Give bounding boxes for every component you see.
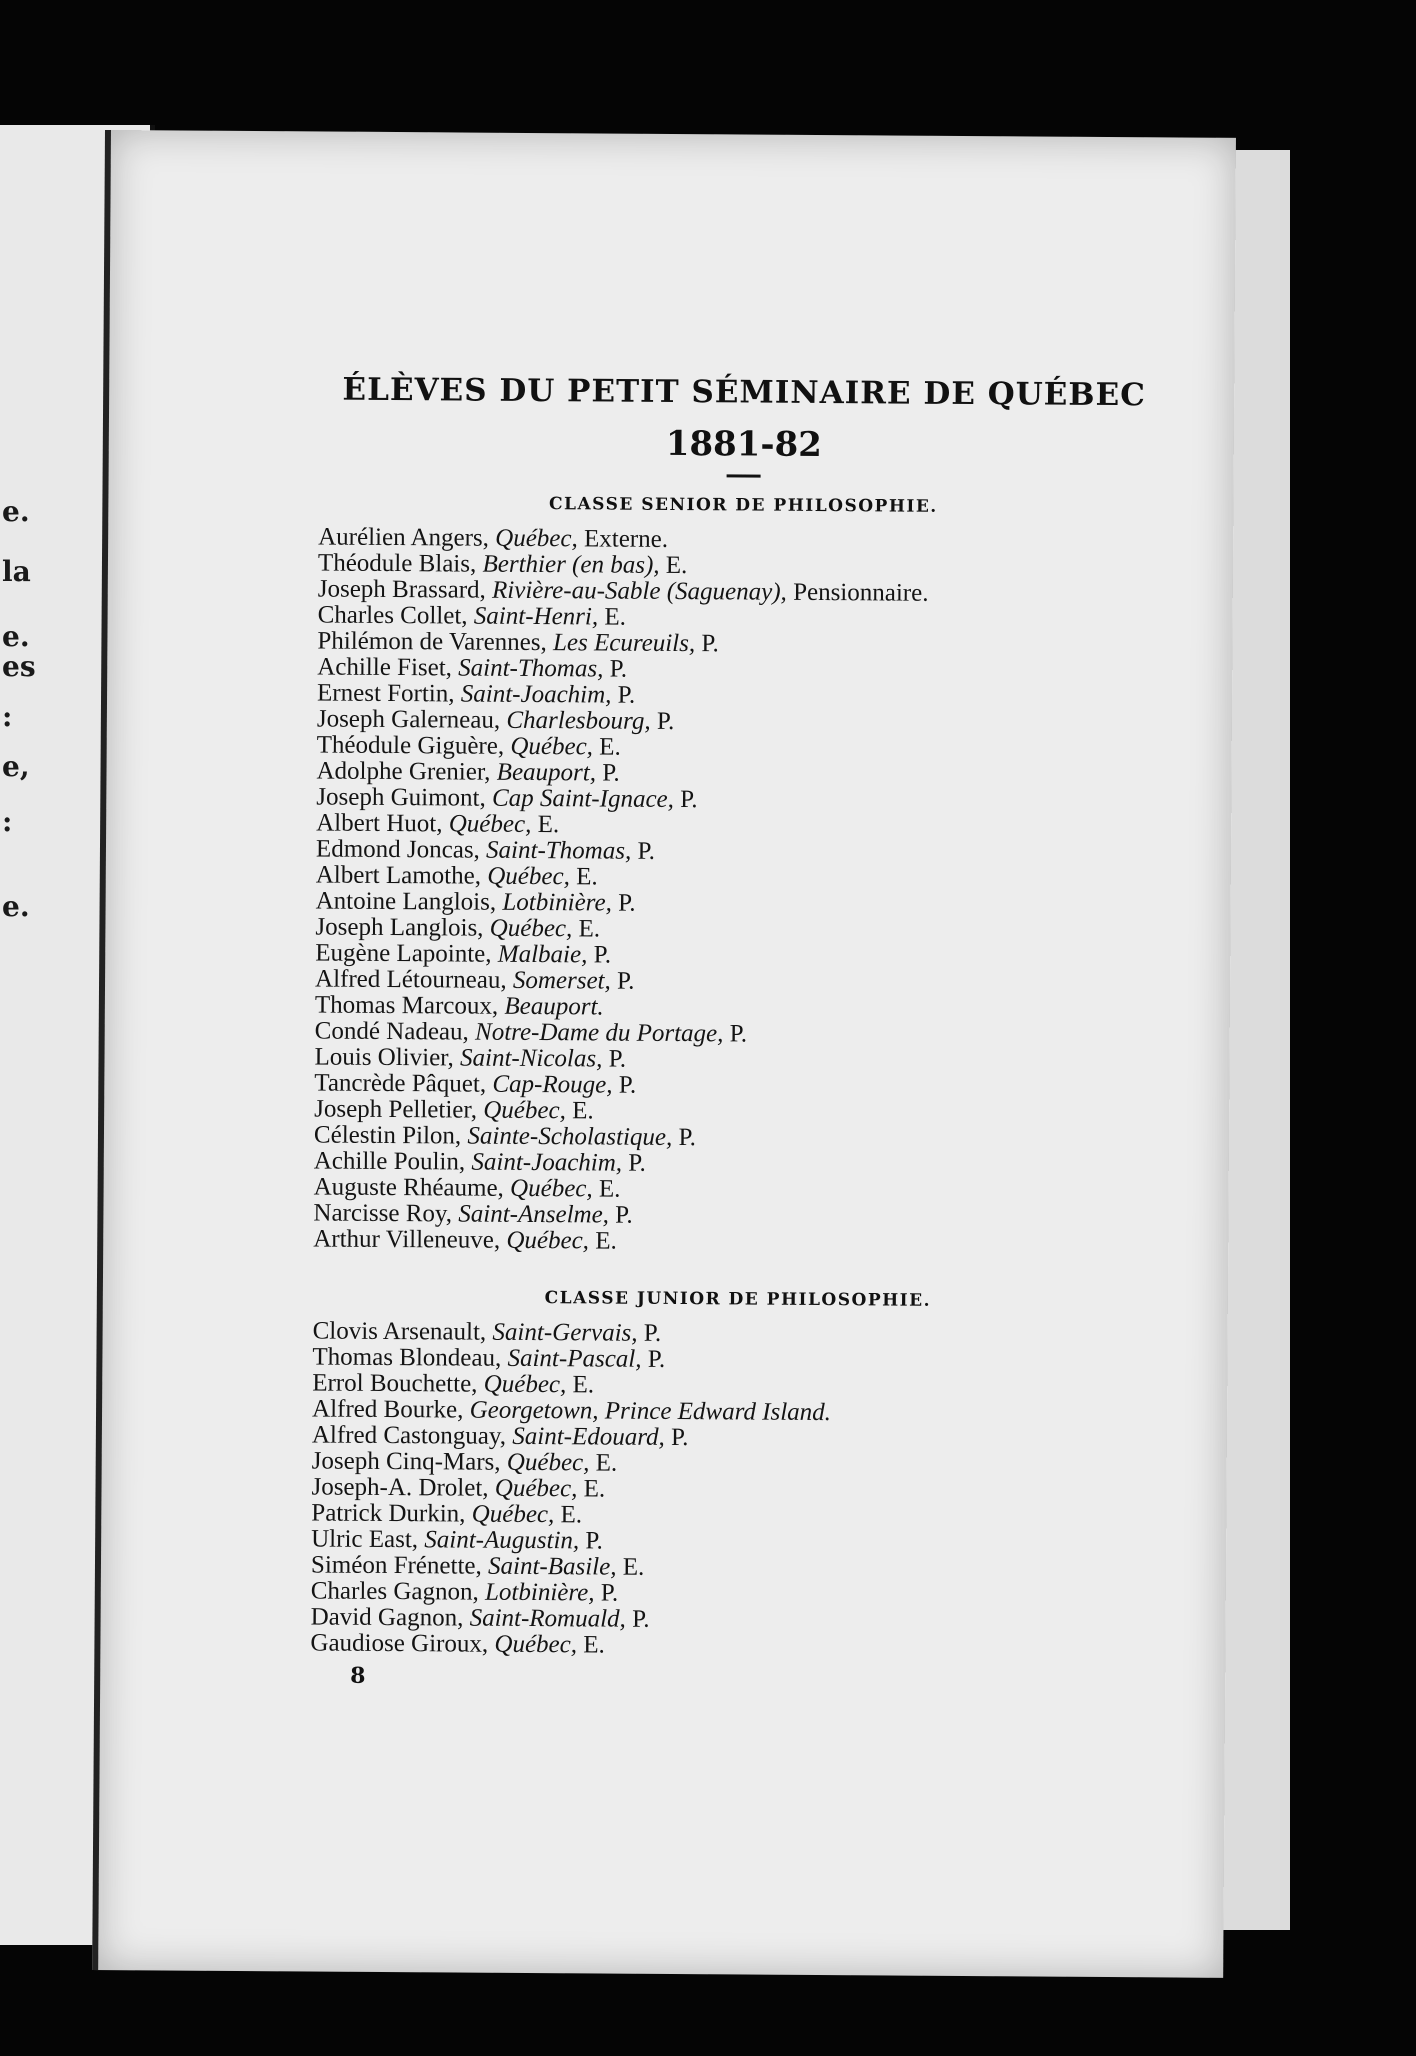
student-name: Narcisse Roy, (313, 1199, 453, 1228)
student-status: E. (598, 1175, 621, 1203)
student-hometown: Saint-Romuald, (469, 1604, 626, 1633)
student-name: Adolphe Grenier, (316, 757, 491, 786)
student-hometown: Québec, (489, 914, 573, 943)
student-status: P. (701, 630, 719, 658)
student-hometown: Les Ecureuils, (552, 629, 696, 658)
student-name: Patrick Durkin, (311, 1499, 466, 1528)
student-hometown: Québec, (495, 524, 578, 553)
student-name: Philémon de Varennes, (317, 627, 547, 657)
student-hometown: Georgetown, Prince Edward Island. (469, 1396, 832, 1427)
student-name: Alfred Bourke, (311, 1395, 464, 1424)
page-title: ÉLÈVES DU PETIT SÉMINAIRE DE QUÉBEC (342, 371, 1146, 414)
student-name: Clovis Arsenault, (312, 1317, 487, 1346)
student-status: Externe. (583, 525, 669, 553)
left-page-fragment: e, (2, 750, 30, 783)
student-hometown: Québec, (483, 1370, 567, 1399)
school-year: 1881-82 (665, 423, 822, 466)
student-name: Thomas Blondeau, (312, 1343, 502, 1372)
student-hometown: Notre-Dame du Portage, (474, 1018, 724, 1048)
student-name: Thomas Marcoux, (314, 991, 499, 1020)
student-hometown: Saint-Edouard, (512, 1422, 665, 1451)
student-status: E. (665, 551, 688, 580)
student-status: E. (583, 1475, 606, 1503)
student-name: Alfred Létourneau, (314, 965, 507, 994)
student-hometown: Québec, (483, 1096, 566, 1125)
student-hometown: Saint-Henri, (473, 602, 599, 631)
student-hometown: Charlesbourg, (506, 706, 651, 735)
student-hometown: Saint-Basile, (487, 1552, 617, 1581)
student-hometown: Malbaie, (497, 940, 588, 969)
student-status: P. (585, 1527, 603, 1555)
student-name: Ulric East, (311, 1525, 419, 1554)
student-hometown: Cap-Rouge, (492, 1070, 613, 1099)
student-name: Louis Olivier, (314, 1043, 454, 1072)
student-hometown: Saint-Augustin, (424, 1526, 580, 1555)
student-status: P. (600, 1579, 619, 1607)
student-name: David Gagnon, (310, 1603, 464, 1632)
student-hometown: Saint-Gervais, (492, 1318, 638, 1347)
student-name: Achille Poulin, (313, 1147, 466, 1176)
left-page-fragment: : (2, 805, 13, 838)
student-name: Joseph Cinq-Mars, (311, 1447, 501, 1476)
student-name: Aurélien Angers, (318, 523, 490, 552)
student-hometown: Saint-Nicolas, (459, 1044, 603, 1073)
student-name: Siméon Frénette, (310, 1551, 482, 1580)
student-status: P. (609, 655, 628, 683)
left-page-fragment: e. (2, 890, 30, 923)
student-hometown: Québec, (506, 1226, 590, 1255)
student-hometown: Saint-Pascal, (507, 1344, 642, 1373)
student-status: E. (604, 603, 627, 631)
student-name: Ernest Fortin, (316, 679, 455, 708)
book-page (92, 130, 1236, 1978)
student-name: Albert Lamothe, (315, 861, 482, 890)
junior-student-list (310, 1318, 1162, 1662)
student-status: P. (602, 759, 620, 787)
student-name: Célestin Pilon, (313, 1121, 462, 1150)
left-page-fragment: la (2, 555, 31, 588)
student-name: Théodule Blais, (317, 549, 477, 578)
student-hometown: Québec, (471, 1500, 555, 1529)
student-status: E. (583, 1631, 605, 1659)
student-status: P. (593, 941, 612, 969)
student-name: Joseph Pelletier, (314, 1095, 478, 1124)
student-status: P. (680, 786, 698, 814)
student-hometown: Saint-Joachim, (471, 1148, 623, 1177)
student-status: E. (537, 811, 560, 839)
student-status: P. (615, 1201, 633, 1229)
student-name: Charles Gagnon, (310, 1577, 479, 1606)
left-page-fragment: e. (2, 495, 30, 528)
student-status: E. (576, 863, 598, 891)
left-page-fragment: e. (2, 620, 30, 653)
student-status: P. (628, 1149, 646, 1177)
student-status: P. (616, 967, 635, 995)
student-status: P. (671, 1423, 689, 1452)
student-name: Auguste Rhéaume, (313, 1173, 504, 1202)
student-status: P. (617, 681, 636, 709)
student-hometown: Berthier (en bas), (482, 550, 660, 579)
student-status: P. (618, 889, 636, 917)
student-hometown: Québec, (487, 862, 570, 891)
student-status: P. (618, 1071, 637, 1099)
student-name: Edmond Joncas, (315, 835, 480, 864)
student-status: P. (656, 707, 675, 735)
junior-class-heading: CLASSE JUNIOR DE PHILOSOPHIE. (544, 1288, 932, 1311)
page-content (310, 372, 1169, 1695)
student-name: Joseph Guimont, (316, 783, 486, 812)
student-hometown: Québec, (494, 1474, 578, 1503)
student-name: Tancrède Pâquet, (314, 1069, 487, 1098)
student-name: Joseph Langlois, (315, 913, 484, 942)
student-status: E. (578, 915, 601, 943)
student-entry (310, 1630, 1160, 1662)
title-rule (727, 474, 761, 477)
student-status: P. (608, 1045, 627, 1073)
student-status: E. (572, 1097, 594, 1125)
student-hometown: Québec, (448, 810, 532, 838)
student-status: Pensionnaire. (793, 578, 929, 607)
student-hometown: Rivière-au-Sable (Saguenay), (491, 576, 787, 606)
student-status: P. (643, 1319, 662, 1347)
left-page-fragment: : (2, 700, 13, 733)
student-name: Arthur Villeneuve, (313, 1225, 501, 1254)
page-number: 8 (350, 1662, 366, 1689)
student-name: Charles Collet, (317, 601, 468, 630)
student-status: P. (637, 837, 655, 865)
student-hometown: Cap Saint-Ignace, (491, 784, 675, 813)
student-hometown: Québec, (494, 1630, 578, 1659)
student-status: P. (678, 1124, 697, 1152)
student-name: Albert Huot, (316, 809, 443, 838)
student-hometown: Saint-Joachim, (460, 680, 612, 709)
student-name: Joseph-A. Drolet, (311, 1473, 489, 1502)
student-hometown: Sainte-Scholastique, (467, 1122, 673, 1151)
student-hometown: Saint-Anselme, (458, 1200, 610, 1229)
student-name: Antoine Langlois, (315, 887, 497, 916)
student-hometown: Beauport, (496, 758, 597, 787)
student-status: E. (595, 1449, 618, 1477)
student-hometown: Lotbinière, (502, 888, 612, 917)
student-status: P. (632, 1605, 650, 1633)
student-hometown: Québec, (510, 732, 594, 761)
student-status: E. (622, 1553, 645, 1581)
student-name: Condé Nadeau, (314, 1017, 469, 1046)
student-status: P. (729, 1020, 748, 1048)
student-name: Eugène Lapointe, (315, 939, 492, 968)
senior-student-list (313, 524, 1168, 1258)
student-status: E. (560, 1501, 583, 1529)
student-status: E. (572, 1371, 595, 1399)
student-name: Alfred Castonguay, (311, 1421, 507, 1450)
student-name: Joseph Galerneau, (316, 705, 501, 734)
student-status: P. (647, 1345, 666, 1373)
student-name: Théodule Giguère, (316, 731, 505, 760)
student-name: Joseph Brassard, (317, 575, 486, 604)
senior-class-heading: CLASSE SENIOR DE PHILOSOPHIE. (548, 494, 938, 517)
student-hometown: Québec, (510, 1174, 593, 1203)
student-hometown: Beauport. (504, 992, 604, 1021)
student-name: Errol Bouchette, (312, 1369, 478, 1398)
student-name: Gaudiose Giroux, (310, 1629, 489, 1658)
student-hometown: Saint-Thomas, (458, 654, 604, 683)
student-name: Achille Fiset, (317, 653, 453, 682)
student-status: E. (595, 1227, 617, 1255)
student-hometown: Lotbinière, (484, 1578, 595, 1607)
student-hometown: Somerset, (512, 966, 611, 995)
left-page-fragment: es (2, 650, 36, 683)
student-hometown: Saint-Thomas, (486, 836, 632, 865)
student-hometown: Québec, (506, 1448, 590, 1477)
student-status: E. (599, 733, 621, 761)
